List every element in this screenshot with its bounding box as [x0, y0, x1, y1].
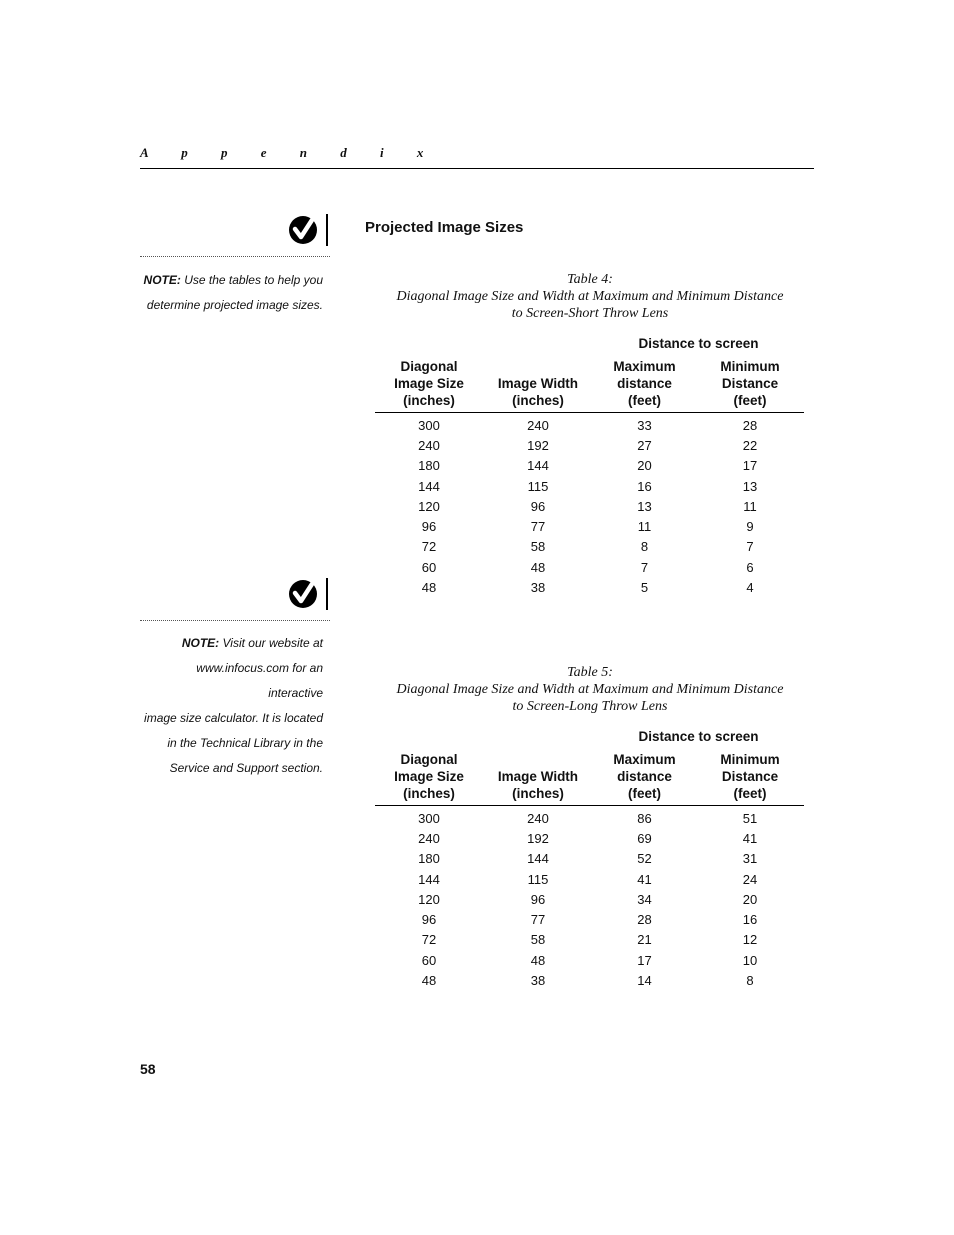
running-header: A p p e n d i x — [140, 145, 439, 160]
table-cell: 13 — [637, 498, 652, 514]
table-row — [375, 930, 804, 950]
column-header-line: Maximum — [613, 359, 676, 374]
table-cell: 48 — [421, 580, 437, 596]
table-cell: 48 — [530, 559, 546, 575]
table-row — [375, 849, 804, 869]
table-cell: 31 — [742, 851, 758, 867]
table-cell: 69 — [637, 830, 652, 846]
table-row — [375, 889, 804, 909]
table-cell: 192 — [527, 437, 549, 453]
column-header — [375, 358, 483, 413]
table-row — [375, 557, 804, 577]
table-cell: 17 — [637, 952, 652, 968]
column-header-line: distance — [617, 376, 672, 391]
group-header: Distance to screen — [638, 729, 759, 744]
column-header — [483, 358, 593, 413]
table-cell: 7 — [640, 559, 649, 575]
column-header-line: Image Size — [394, 376, 464, 391]
table-cell: 17 — [742, 458, 758, 474]
table-cell: 115 — [527, 478, 549, 494]
note-line: Use the tables to help you — [184, 273, 323, 287]
column-header-line: (feet) — [733, 786, 767, 801]
table-row — [375, 456, 804, 476]
table-cell: 8 — [746, 973, 754, 989]
table-row — [375, 806, 804, 829]
note-divider — [140, 620, 330, 621]
note-line: in the Technical Library in the — [167, 736, 323, 750]
note-line: image size calculator. It is located — [144, 711, 323, 725]
table-cell: 16 — [637, 478, 652, 494]
table-cell: 240 — [527, 417, 549, 433]
data-table — [375, 728, 804, 991]
table-row — [375, 970, 804, 990]
column-header-line: Image Width — [497, 769, 579, 784]
table-cell: 12 — [742, 932, 758, 948]
table-cell: 13 — [742, 478, 758, 494]
table-cell: 300 — [418, 417, 440, 433]
column-header-line: (inches) — [512, 786, 564, 801]
table-cell: 144 — [418, 871, 440, 887]
group-header: Distance to screen — [638, 336, 759, 351]
table-cell: 60 — [421, 559, 437, 575]
note-line: www.infocus.com for an interactive — [196, 661, 323, 700]
table-cell: 38 — [530, 973, 546, 989]
column-header-line: (inches) — [403, 786, 455, 801]
caption-number: Table 5: — [567, 665, 613, 680]
note-2 — [140, 631, 323, 781]
table-cell: 77 — [530, 519, 546, 535]
caption-line: Diagonal Image Size and Width at Maximum and Minimum Distance — [396, 682, 784, 697]
table-cell: 72 — [421, 539, 437, 555]
table-cell: 300 — [418, 810, 440, 826]
table-row — [375, 869, 804, 889]
column-header — [375, 751, 483, 806]
table-cell: 11 — [743, 498, 757, 514]
table-cell: 180 — [418, 458, 440, 474]
column-header — [696, 751, 804, 806]
table-cell: 240 — [527, 810, 549, 826]
table-cell: 34 — [637, 891, 652, 907]
table-cell: 120 — [418, 891, 440, 907]
table-cell: 41 — [637, 871, 652, 887]
table-cell: 60 — [421, 952, 437, 968]
table-cell: 14 — [637, 973, 652, 989]
table-row — [375, 476, 804, 496]
table-cell: 41 — [742, 830, 758, 846]
table-row — [375, 435, 804, 455]
table-cell: 10 — [742, 952, 758, 968]
table-cell: 7 — [746, 539, 754, 555]
table-cell: 4 — [746, 580, 754, 596]
table-cell: 86 — [637, 810, 652, 826]
table-cell: 144 — [527, 458, 549, 474]
column-header-line: Diagonal — [400, 359, 458, 374]
caption-line: to Screen-Short Throw Lens — [511, 306, 669, 321]
table-row — [375, 909, 804, 929]
table-row — [375, 950, 804, 970]
table-cell: 192 — [527, 830, 549, 846]
data-table — [375, 335, 804, 598]
column-header-line: Minimum — [720, 359, 780, 374]
table-cell: 24 — [742, 871, 758, 887]
table-cell: 5 — [640, 580, 649, 596]
table-cell: 58 — [530, 932, 546, 948]
table-cell: 9 — [746, 519, 754, 535]
table-cell: 21 — [637, 932, 652, 948]
table-row — [375, 516, 804, 536]
note-divider — [140, 256, 330, 257]
table-cell: 58 — [530, 539, 546, 555]
table-cell: 52 — [637, 851, 652, 867]
table-cell: 96 — [530, 498, 546, 514]
table-cell: 72 — [421, 932, 437, 948]
column-header-line: distance — [617, 769, 672, 784]
table-cell: 144 — [418, 478, 440, 494]
table-cell: 11 — [637, 519, 652, 535]
table-row — [375, 537, 804, 557]
note-line: Visit our website at — [222, 636, 323, 650]
note-1 — [140, 268, 323, 318]
column-header — [696, 358, 804, 413]
header-rule — [140, 168, 814, 169]
page-number: 58 — [140, 1061, 156, 1077]
table-row — [375, 496, 804, 516]
table-cell: 77 — [530, 912, 546, 928]
table-row — [375, 413, 804, 436]
table-row — [375, 828, 804, 848]
column-header-line: Distance — [721, 769, 779, 784]
note-line: determine projected image sizes. — [146, 298, 323, 312]
column-header-line: (feet) — [628, 393, 661, 408]
column-header — [593, 358, 696, 413]
checkmark-note-icon — [288, 214, 328, 244]
column-header — [483, 751, 593, 806]
note-label: NOTE: — [143, 273, 181, 287]
table-cell: 22 — [742, 437, 758, 453]
table-cell: 27 — [637, 437, 652, 453]
table-cell: 144 — [527, 851, 549, 867]
table-cell: 28 — [637, 912, 652, 928]
table-cell: 48 — [421, 973, 437, 989]
table-caption — [370, 271, 810, 322]
table-cell: 8 — [640, 539, 649, 555]
table-caption — [370, 664, 810, 715]
column-header — [593, 751, 696, 806]
table-cell: 115 — [527, 871, 549, 887]
table-cell: 96 — [421, 912, 437, 928]
table-cell: 20 — [742, 891, 758, 907]
table-cell: 20 — [637, 458, 652, 474]
table-cell: 51 — [742, 810, 758, 826]
column-header-line: Image Width — [497, 376, 579, 391]
table-cell: 48 — [530, 952, 546, 968]
column-header-line: (inches) — [403, 393, 455, 408]
table-cell: 38 — [530, 580, 546, 596]
table-cell: 120 — [418, 498, 440, 514]
note-line: Service and Support section. — [169, 761, 323, 775]
table-cell: 180 — [418, 851, 440, 867]
table-cell: 96 — [530, 891, 546, 907]
column-header-line: (feet) — [628, 786, 661, 801]
column-header-line: (inches) — [512, 393, 564, 408]
section-title: Projected Image Sizes — [365, 219, 524, 236]
table-cell: 28 — [742, 417, 758, 433]
column-header-line: Minimum — [720, 752, 780, 767]
table-cell: 240 — [418, 830, 440, 846]
table-cell: 6 — [746, 559, 754, 575]
caption-number: Table 4: — [567, 272, 613, 287]
note-label: NOTE: — [181, 636, 220, 650]
caption-line: to Screen-Long Throw Lens — [512, 699, 668, 714]
column-header-line: Maximum — [613, 752, 676, 767]
column-header-line: Distance — [721, 376, 779, 391]
table-cell: 33 — [637, 417, 652, 433]
caption-line: Diagonal Image Size and Width at Maximum and Minimum Distance — [396, 289, 784, 304]
checkmark-note-icon — [288, 578, 328, 608]
table-cell: 240 — [418, 437, 440, 453]
table-cell: 16 — [742, 912, 758, 928]
column-header-line: Diagonal — [400, 752, 458, 767]
column-header-line: Image Size — [394, 769, 464, 784]
column-header-line: (feet) — [733, 393, 767, 408]
table-row — [375, 577, 804, 597]
table-cell: 96 — [421, 519, 437, 535]
